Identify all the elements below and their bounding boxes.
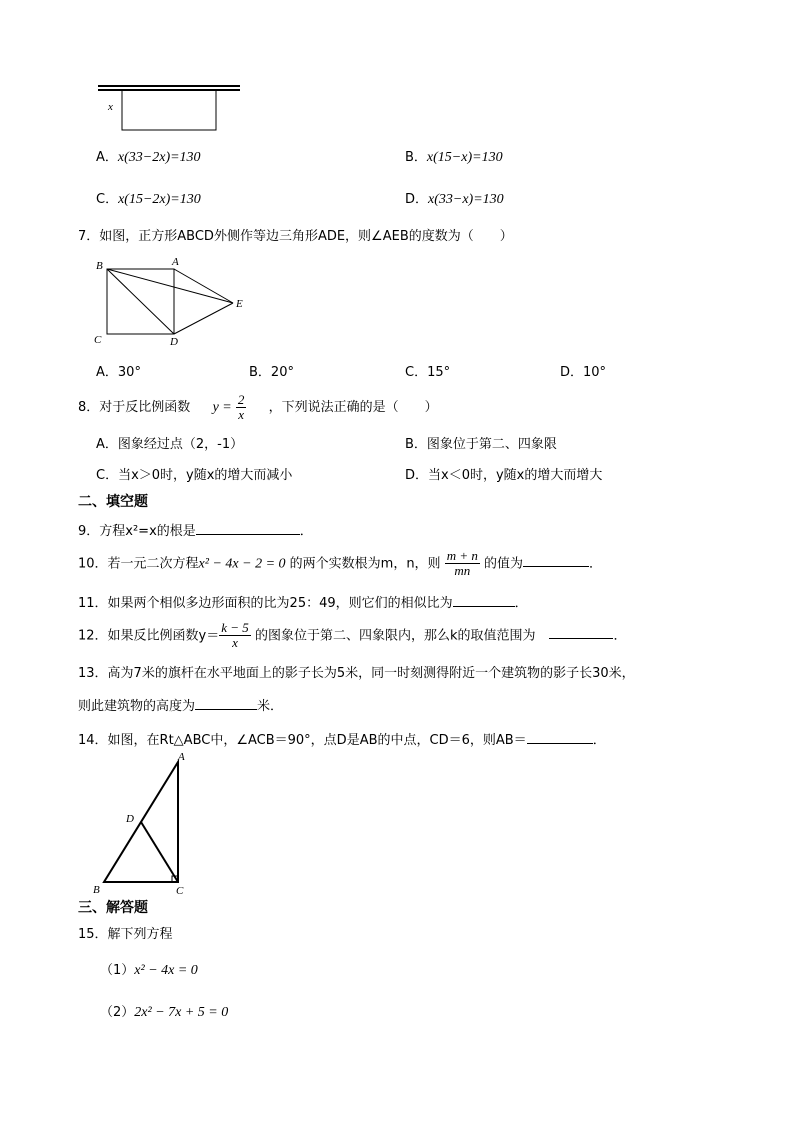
- q7-option-b[interactable]: B．20°: [249, 365, 294, 380]
- q7-option-d[interactable]: D．10°: [560, 365, 607, 380]
- question-9: 9．方程x²=x的根是 ．: [78, 524, 313, 539]
- square-triangle-figure: [88, 255, 248, 350]
- q6-option-c[interactable]: C．x(15−2x)=130: [96, 192, 201, 207]
- question-14: 14．如图，在Rt△ABC中，∠ACB＝90°，点D是AB的中点，CD＝6，则AB＝ ．: [78, 733, 606, 748]
- q8-option-b[interactable]: B．图象位于第二、四象限: [405, 437, 557, 452]
- q8-fraction: $\frac{2}{x}$: [237, 391, 245, 422]
- q7-option-a[interactable]: A．30°: [96, 365, 141, 380]
- question-15-text: 15．解下列方程: [78, 927, 173, 942]
- q11-answer-blank[interactable]: [453, 594, 515, 607]
- fig7-label-b: B: [96, 260, 103, 272]
- q7-option-c[interactable]: C．15°: [405, 365, 451, 380]
- q8-option-a[interactable]: A．图象经过点（2，-1）: [96, 437, 244, 452]
- question-8-text: 8．对于反比例函数 y = $\frac{2}{x}$ ，下列说法正确的是（ ）: [78, 391, 438, 422]
- q13-answer-blank[interactable]: [195, 697, 257, 710]
- wall-rectangle-figure: [90, 80, 250, 135]
- q10-answer-blank[interactable]: [523, 554, 589, 567]
- q12-fraction: $\frac{k - 5}{x}$: [221, 620, 249, 651]
- q15-part-1: （1）x² − 4x = 0: [100, 963, 198, 978]
- question-13-line2: 则此建筑物的高度为 米．: [78, 699, 284, 714]
- q9-answer-blank[interactable]: [196, 522, 300, 535]
- q12-answer-blank[interactable]: [549, 626, 613, 639]
- q8-option-d[interactable]: D．当x＜0时，y随x的增大而增大: [405, 468, 603, 483]
- fig14-label-a: A: [178, 751, 185, 763]
- section-2-heading: 二、填空题: [78, 494, 148, 510]
- q14-answer-blank[interactable]: [527, 731, 593, 744]
- fig14-label-d: D: [126, 813, 134, 825]
- right-triangle-figure: [88, 748, 198, 900]
- q6-option-d[interactable]: D．x(33−x)=130: [405, 192, 504, 207]
- q8-option-c[interactable]: C．当x＞0时，y随x的增大而减小: [96, 468, 293, 483]
- fig7-label-a: A: [172, 256, 179, 268]
- fig14-label-c: C: [176, 885, 184, 897]
- question-12: 12．如果反比例函数y＝ $\frac{k - 5}{x}$ 的图象位于第二、四象限内，那么k的取值范围为 ．: [78, 620, 627, 651]
- fig7-label-d: D: [170, 336, 178, 348]
- question-7-text: 7．如图，正方形ABCD外侧作等边三角形ADE，则∠AEB的度数为（ ）: [78, 229, 513, 244]
- q10-fraction: $\frac{m + n}{mn}$: [446, 548, 478, 579]
- question-13-line1: 13．高为7米的旗杆在水平地面上的影子长为5米，同一时刻测得附近一个建筑物的影子长30米，: [78, 666, 635, 681]
- fig14-label-b: B: [93, 884, 100, 896]
- q6-option-a[interactable]: A．x(33−2x)=130: [96, 150, 201, 165]
- question-10: 10．若一元二次方程x² − 4x − 2 = 0 的两个实数根为m，n，则 $\frac{m + n}{mn}$ 的值为 ．: [78, 548, 603, 579]
- section-3-heading: 三、解答题: [78, 900, 148, 916]
- fig7-label-c: C: [94, 334, 102, 346]
- q15-part-2: （2）2x² − 7x + 5 = 0: [100, 1005, 229, 1020]
- q6-option-b[interactable]: B．x(15−x)=130: [405, 150, 503, 165]
- fig7-label-e: E: [236, 298, 243, 310]
- question-11: 11．如果两个相似多边形面积的比为25：49，则它们的相似比为 ．: [78, 596, 528, 611]
- fig-label-x: x: [108, 101, 113, 113]
